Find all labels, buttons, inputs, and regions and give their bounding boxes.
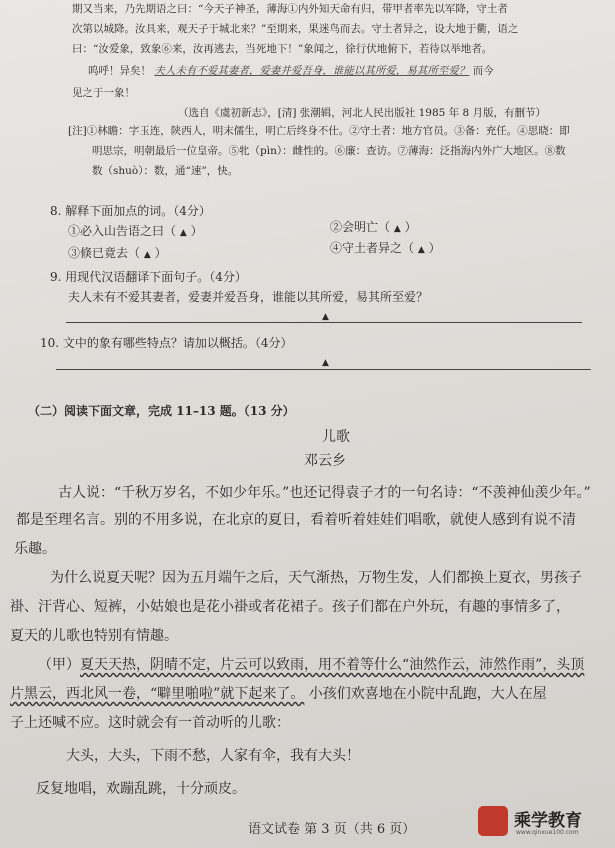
brand-url: www.qinxue100.com [516,829,579,836]
article-title: 儿歌 [322,429,350,445]
watermark-logo [478,802,610,842]
note-line: 数（shuò）：数，通“速”，快。 [92,165,239,177]
paragraph-line: 为什么说夏天呢？因为五月端午之后，天气渐热，万物生发，人们都换上夏衣，男孩子 [50,570,582,586]
article-author: 邓云乡 [304,453,346,469]
paragraph-line: 夏天的儿歌也特别有情趣。 [10,628,178,644]
children-song: 大头，大头，下雨不愁，人家有伞，我有大头！ [66,748,360,764]
question-9-sentence: 夫人未有不爱其妻者，爱妻并爱吾身，谁能以其所爱，易其所至爱？ [68,290,429,304]
paragraph-line: 都是至理名言。别的不用多说，在北京的夏日，看着听着娃娃们唱歌，就使人感到有说不清 [16,512,576,528]
paragraph-line: 古人说：“千秋万岁名，不如少年乐。”也还记得袁子才的一句名诗：“不羡神仙羡少年。” [58,485,591,501]
passage-line: 期又当来，乃先期语之曰：“今天子神圣，薄海①内外知天命有归，带甲者率先以军降，守土者 [72,3,508,15]
note-line: [注]①林瞻：字玉连，陕西人，明末儒生，明亡后终身不仕。②守土者：地方官员。③备：充任。④思晓：即 [68,125,570,137]
section-heading: （二）阅读下面文章，完成 11–13 题。（13 分） [28,404,295,418]
question-8-item-4: ④守土者异之（ ▲ ） [330,241,441,255]
paragraph-line: 片黑云，西北风一卷，“噼里啪啦”就下起来了。 小孩们欢喜地在小院中乱跑，大人在屋 [10,686,547,702]
passage-line: 见之于一象！ [72,87,135,99]
passage-line-highlight: 呜呼！异矣！ 夫人未有不爱其妻者，爱妻并爱吾身，谁能以其所爱，易其所至爱？ 而今 [88,65,494,77]
passage-line: 曰：“汝爱象，致象⑥来，汝再逃去，当死地下！”象闻之，徐行伏地俯下，若待以举地者。 [72,43,493,55]
paragraph-line: 反复地唱，欢蹦乱跳，十分顽皮。 [36,781,246,797]
answer-line [66,322,582,323]
answer-line [56,369,591,370]
source-citation: （选自《虞初新志》，[清] 张潮辑，河北人民出版社 1985 年 8 月版，有删节） [178,107,547,119]
brand-name: 乘学教育 [514,811,582,831]
passage-line: 次第以城降。汝具来，观天子于城北来？”至期来，果迷鸟而去。守土者异之，设大地于衢，语之 [72,23,519,35]
answer-mark: ▲ [322,312,329,322]
paragraph-line-marked: （甲）夏天天热，阴晴不定，片云可以致雨，用不着等什么“油然作云，沛然作雨”，头顶 [38,657,585,673]
page-footer: 语文试卷 第 3 页（共 6 页） [248,822,416,837]
paragraph-line: 乐趣。 [14,541,56,557]
question-8-stem: 8. 解释下面加点的词。（4分） [50,204,211,218]
paragraph-line: 子上还喊不应。这时就会有一首动听的儿歌： [10,715,290,731]
question-8-item-1: ①必入山告语之曰（ ▲ ） [68,224,203,238]
underlined-sentence: 夫人未有不爱其妻者，爱妻并爱吾身，谁能以其所爱，易其所至爱？ [154,65,470,77]
question-8-item-2: ②会明亡（ ▲ ） [330,220,417,234]
note-line: 明思宗，明朝最后一位皇帝。⑤牝（pìn）：雌性的。⑥廉：查访。⑦薄海：泛指海内外广大地区。⑧数 [92,145,566,157]
question-9-stem: 9. 用现代汉语翻译下面句子。（4分） [50,270,247,284]
brand-icon [478,806,508,836]
question-10-stem: 10. 文中的象有哪些特点？请加以概括。（4分） [40,336,293,350]
paragraph-line: 褂、汗背心、短裤，小姑娘也是花小褂或者花裙子。孩子们都在户外玩，有趣的事情多了， [10,599,570,615]
answer-mark: ▲ [322,358,329,368]
question-8-item-3: ③倏已竟去（ ▲ ） [68,246,167,260]
